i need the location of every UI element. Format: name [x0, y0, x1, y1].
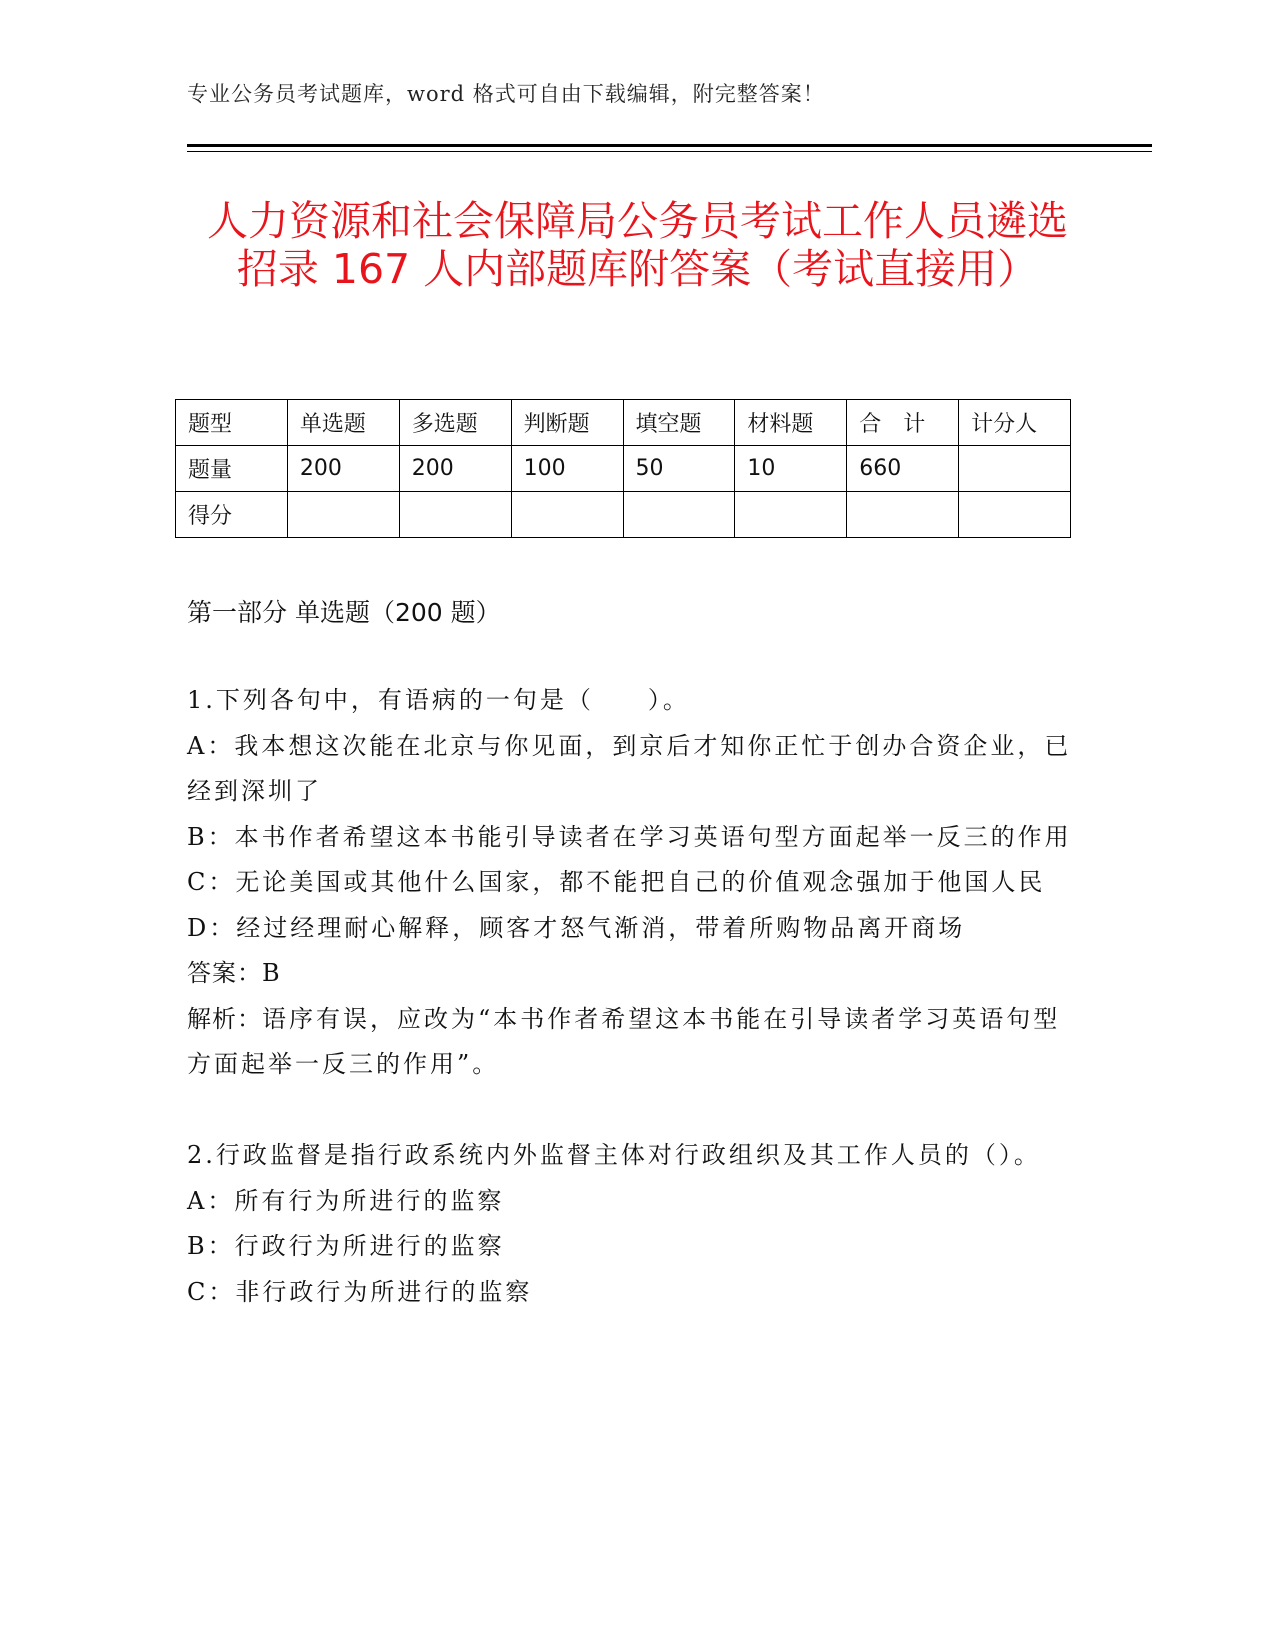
analysis-line — [187, 997, 1082, 1088]
analysis-text: 语序有误，应改为“本书作者希望这本书能在引导读者学习英语句型方面起举一反三的作用”。 — [187, 1004, 1061, 1078]
header-rule-thin — [187, 151, 1152, 152]
section-heading: 第一部分 单选题（200 题） — [187, 598, 501, 627]
question-stem: 2.行政监督是指行政系统内外监督主体对行政组织及其工作人员的（）。 — [187, 1141, 1041, 1169]
table-cell: 660 — [847, 446, 959, 492]
table-cell: 10 — [735, 446, 847, 492]
answer-value: B — [262, 959, 283, 987]
table-cell — [287, 492, 399, 538]
table-cell — [399, 492, 511, 538]
table-cell: 200 — [287, 446, 399, 492]
table-cell — [847, 492, 959, 538]
table-cell: 100 — [511, 446, 623, 492]
table-cell: 得分 — [176, 492, 288, 538]
header-note: 专业公务员考试题库，word 格式可自由下载编辑，附完整答案！ — [187, 82, 825, 106]
option-c: C：非行政行为所进行的监察 — [187, 1277, 533, 1306]
header-rule-thick — [187, 144, 1152, 147]
table-cell — [511, 492, 623, 538]
document-title: 人力资源和社会保障局公务员考试工作人员遴选招录 167 人内部题库附答案（考试直接用） — [207, 197, 1068, 293]
option-a: A：我本想这次能在北京与你见面，到京后才知你正忙于创办合资企业，已经到深圳了 — [187, 731, 1072, 805]
table-cell — [959, 492, 1071, 538]
answer-label: 答案： — [187, 959, 262, 987]
answer-line — [187, 951, 1082, 997]
table-cell: 判断题 — [511, 400, 623, 446]
table-cell: 200 — [399, 446, 511, 492]
option-b: B：行政行为所进行的监察 — [187, 1232, 505, 1260]
table-row-score — [176, 492, 1071, 538]
table-cell — [959, 446, 1071, 492]
option-d: D：经过经理耐心解释，顾客才怒气渐消，带着所购物品离开商场 — [187, 913, 966, 942]
score-table — [175, 399, 1071, 538]
question-spacer — [187, 1088, 1082, 1134]
question-stem: 1.下列各句中，有语病的一句是（ ）。 — [187, 686, 690, 714]
table-cell: 计分人 — [959, 400, 1071, 446]
option-a: A：所有行为所进行的监察 — [187, 1186, 505, 1215]
table-row-count — [176, 446, 1071, 492]
question-list — [187, 678, 1082, 1315]
option-c: C：无论美国或其他什么国家，都不能把自己的价值观念强加于他国人民 — [187, 868, 1046, 896]
table-cell: 材料题 — [735, 400, 847, 446]
option-b: B：本书作者希望这本书能引导读者在学习英语句型方面起举一反三的作用 — [187, 822, 1072, 851]
table-cell: 多选题 — [399, 400, 511, 446]
table-cell — [623, 492, 735, 538]
table-cell: 合 计 — [847, 400, 959, 446]
table-cell: 单选题 — [287, 400, 399, 446]
table-cell — [735, 492, 847, 538]
question-1 — [187, 678, 1082, 1088]
table-cell: 题量 — [176, 446, 288, 492]
table-cell: 50 — [623, 446, 735, 492]
table-cell: 题型 — [176, 400, 288, 446]
analysis-label: 解析： — [187, 1004, 262, 1033]
question-2 — [187, 1133, 1082, 1315]
table-cell: 填空题 — [623, 400, 735, 446]
table-row-header — [176, 400, 1071, 446]
